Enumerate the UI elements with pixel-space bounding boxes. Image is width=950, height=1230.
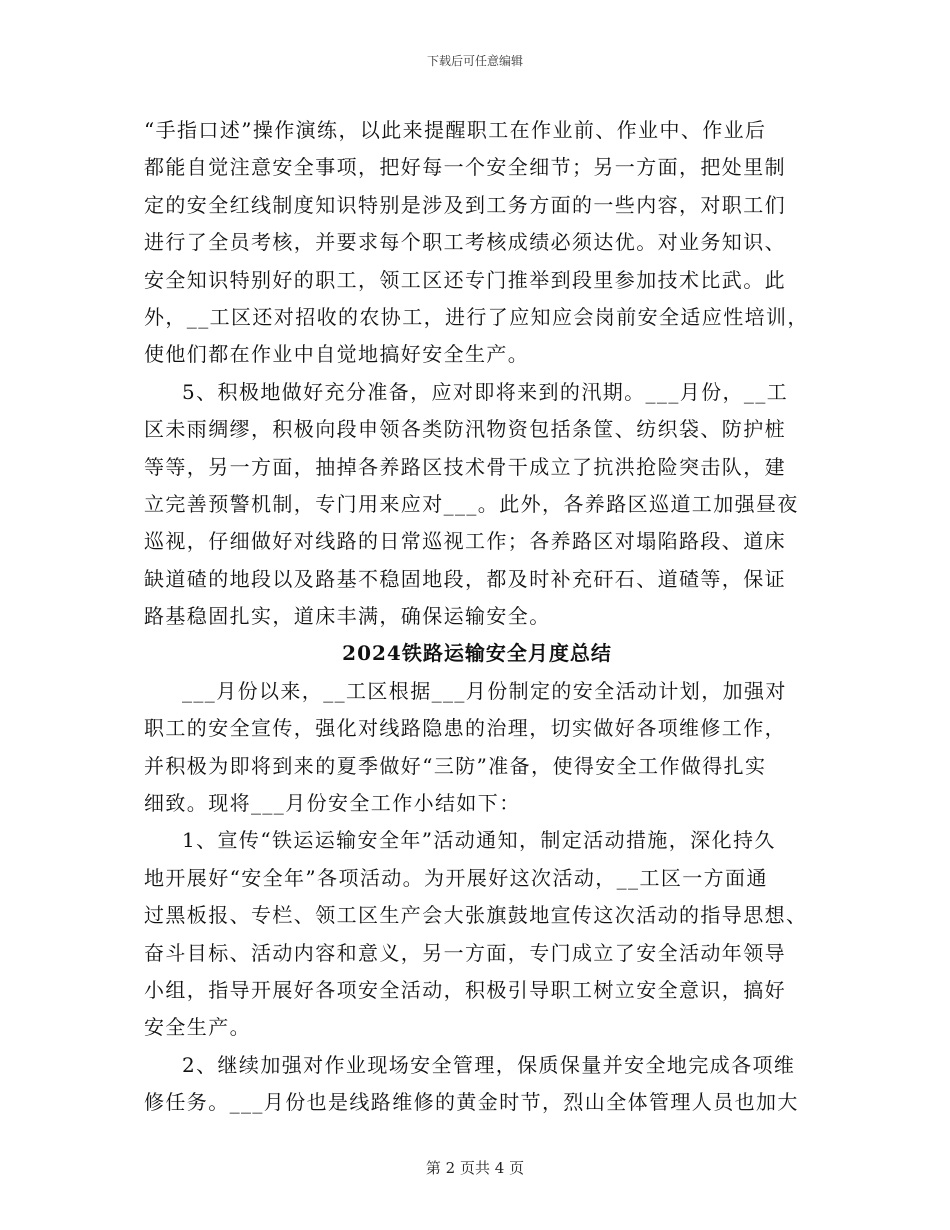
- text-line: 等等，另一方面，抽掉各养路区技术骨干成立了抗洪抢险突击队，建: [144, 454, 786, 479]
- page-header: 下载后可任意编辑: [426, 54, 523, 68]
- text-line: 缺道碴的地段以及路基不稳固地段，都及时补充矸石、道碴等，保证: [144, 566, 786, 591]
- text-line: ___月份以来，__工区根据___月份制定的安全活动计划，加强对: [182, 678, 787, 703]
- text-line: 修任务。___月份也是线路维修的黄金时节，烈山全体管理人员也加大: [144, 1090, 799, 1115]
- text-line: 安全知识特别好的职工，领工区还专门推举到段里参加技术比武。此: [144, 267, 786, 292]
- text-line: 地开展好“安全年”各项活动。为开展好这次活动，__工区一方面通: [144, 865, 768, 890]
- text-line: 奋斗目标、活动内容和意义，另一方面，专门成立了安全活动年领导: [144, 940, 786, 965]
- document-body: [144, 112, 810, 1122]
- text-line: 立完善预警机制，专门用来应对___。此外，各养路区巡道工加强昼夜: [144, 491, 799, 516]
- text-line: 巡视，仔细做好对线路的日常巡视工作；各养路区对塌陷路段、道床: [144, 529, 786, 554]
- text-line: 细致。现将___月份安全工作小结如下：: [144, 791, 521, 816]
- text-line: 过黑板报、专栏、领工区生产会大张旗鼓地宣传这次活动的指导思想、: [144, 903, 808, 928]
- text-line: 外，__工区还对招收的农协工，进行了应知应会岗前安全适应性培训，: [144, 304, 809, 329]
- text-line: 都能自觉注意安全事项，把好每一个安全细节；另一方面，把处里制: [144, 155, 786, 180]
- text-line: 路基稳固扎实，道床丰满，确保运输安全。: [144, 604, 551, 629]
- text-line: 安全生产。: [144, 1015, 251, 1040]
- text-line: 并积极为即将到来的夏季做好“三防”准备，使得安全工作做得扎实: [144, 753, 767, 778]
- text-line: 定的安全红线制度知识特别是涉及到工务方面的一些内容，对职工们: [144, 192, 786, 217]
- text-line: 区未雨绸缪，积极向段申领各类防汛物资包括条筐、纺织袋、防护桩: [144, 417, 786, 442]
- section-title: 2024铁路运输安全月度总结: [342, 641, 612, 666]
- text-line: 进行了全员考核，并要求每个职工考核成绩必须达优。对业务知识、: [144, 230, 786, 255]
- text-line: 职工的安全宣传，强化对线路隐患的治理，切实做好各项维修工作，: [144, 716, 786, 741]
- page-number: 第 2 页共 4 页: [425, 1159, 525, 1177]
- text-line: “手指口述”操作演练，以此来提醒职工在作业前、作业中、作业后: [144, 118, 767, 142]
- text-line: 5、积极地做好充分准备，应对即将来到的汛期。___月份，__工: [182, 379, 789, 404]
- text-line: 2、继续加强对作业现场安全管理，保质保量并安全地完成各项维: [182, 1052, 796, 1077]
- text-line: 使他们都在作业中自觉地搞好安全生产。: [144, 342, 530, 367]
- text-line: 1、宣传“铁运运输安全年”活动通知，制定活动措施，深化持久: [182, 828, 776, 853]
- text-line: 小组，指导开展好各项安全活动，积极引导职工树立安全意识，搞好: [144, 977, 786, 1002]
